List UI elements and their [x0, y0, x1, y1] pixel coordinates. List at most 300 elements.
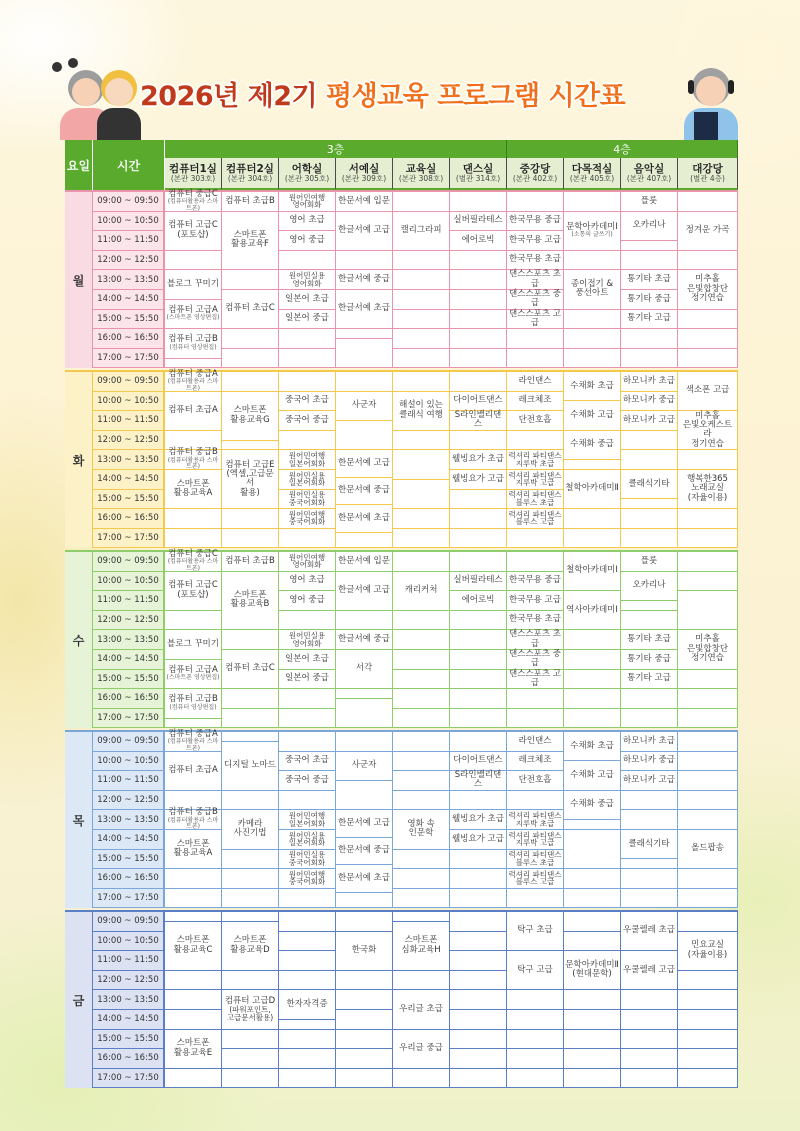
class-cell[interactable] [165, 189, 222, 212]
empty-cell [564, 460, 621, 470]
empty-cell [678, 1010, 738, 1030]
class-cell[interactable] [336, 505, 393, 532]
empty-cell [621, 1010, 678, 1030]
class-cell[interactable] [222, 192, 279, 212]
class-cell[interactable] [507, 810, 564, 830]
empty-cell [507, 529, 564, 549]
class-cell[interactable] [621, 552, 678, 572]
time-slot: 13:00 ~ 13:50 [93, 990, 165, 1010]
class-name: 원어민여행 [288, 509, 326, 519]
class-cell[interactable] [621, 192, 678, 212]
class-cell[interactable] [621, 830, 678, 859]
class-cell[interactable] [393, 810, 450, 849]
class-cell[interactable] [336, 650, 393, 689]
class-name: 정기연습 [691, 653, 724, 664]
empty-cell [678, 552, 738, 572]
class-cell[interactable] [165, 392, 222, 431]
class-cell[interactable] [507, 509, 564, 529]
class-cell[interactable] [621, 572, 678, 601]
empty-cell [564, 820, 621, 830]
class-name: 한글서예 초급 [338, 303, 390, 314]
room-name: 대강당 [692, 162, 723, 175]
empty-cell [393, 431, 450, 451]
class-name: 한문서예 초급 [338, 512, 390, 523]
class-name: 영어 중급 [289, 594, 325, 605]
empty-cell [336, 971, 393, 991]
class-cell[interactable] [564, 431, 621, 460]
class-cell[interactable] [678, 470, 738, 509]
class-name: 단전호흡 [518, 414, 552, 425]
class-cell[interactable] [507, 591, 564, 611]
empty-cell [564, 830, 621, 869]
class-name: 지루박 고급 [515, 838, 555, 848]
empty-cell [279, 1049, 336, 1069]
class-name: 클래식기타 [628, 838, 670, 849]
class-cell[interactable] [450, 591, 507, 611]
class-name: 컴퓨터 고급B [168, 334, 218, 345]
class-cell[interactable] [621, 290, 678, 310]
class-name: 활용교육A [173, 848, 213, 859]
class-cell[interactable] [279, 490, 336, 510]
empty-cell [279, 689, 336, 709]
time-slot: 15:00 ~ 15:50 [93, 490, 165, 510]
class-cell[interactable] [336, 450, 393, 477]
time-slot: 15:00 ~ 15:50 [93, 850, 165, 870]
class-cell[interactable] [621, 392, 678, 412]
class-name: 블루스 고급 [515, 877, 555, 887]
class-cell[interactable] [279, 509, 336, 529]
room-name: 교육실 [405, 162, 437, 175]
class-cell[interactable] [393, 1030, 450, 1069]
class-cell[interactable] [336, 392, 393, 421]
empty-cell [336, 339, 393, 368]
room-name: 서예실 [348, 162, 380, 175]
class-cell[interactable] [621, 270, 678, 290]
empty-cell [450, 552, 507, 572]
class-name: 올드팝송 [691, 843, 724, 854]
class-cell[interactable] [507, 611, 564, 631]
class-cell[interactable] [165, 329, 222, 358]
class-name: 컴퓨터 초급A [168, 405, 218, 416]
class-cell[interactable] [564, 951, 621, 990]
class-cell[interactable] [336, 838, 393, 865]
class-cell[interactable] [279, 810, 336, 830]
class-cell[interactable] [507, 290, 564, 310]
empty-cell [678, 912, 738, 932]
empty-cell [564, 1010, 621, 1030]
class-cell[interactable] [279, 310, 336, 330]
class-cell[interactable] [621, 411, 678, 431]
class-name: 스마트폰 [176, 478, 210, 489]
class-cell[interactable] [621, 771, 678, 791]
empty-cell [165, 971, 222, 991]
class-name: 하모니카 중급 [623, 395, 675, 406]
class-cell[interactable] [165, 689, 222, 718]
empty-cell [279, 791, 336, 811]
empty-cell [450, 1030, 507, 1050]
empty-cell [564, 1049, 621, 1069]
empty-cell [678, 791, 738, 811]
class-cell[interactable] [165, 830, 222, 869]
empty-cell [336, 329, 393, 339]
class-cell[interactable] [450, 470, 507, 490]
class-cell[interactable] [507, 470, 564, 490]
class-cell[interactable] [222, 922, 279, 971]
class-name: 한문서예 고급 [338, 457, 390, 468]
class-cell[interactable] [279, 869, 336, 889]
day-label: 목 [65, 732, 93, 908]
class-cell[interactable] [393, 922, 450, 971]
class-cell[interactable] [336, 478, 393, 505]
class-cell[interactable] [564, 591, 621, 630]
empty-cell [222, 509, 279, 529]
class-cell[interactable] [621, 310, 678, 330]
class-cell[interactable] [279, 231, 336, 251]
empty-cell [621, 509, 678, 529]
class-name: 럭셔리 파티댄스 [508, 451, 562, 461]
class-cell[interactable] [564, 470, 621, 509]
class-cell[interactable] [450, 830, 507, 850]
class-cell[interactable] [450, 572, 507, 592]
class-cell[interactable] [450, 450, 507, 470]
class-cell[interactable] [279, 192, 336, 212]
class-name: 한글서예 고급 [338, 225, 390, 236]
class-cell[interactable] [336, 752, 393, 781]
class-name: 중국어회화 [288, 517, 326, 527]
class-cell[interactable] [621, 372, 678, 392]
class-cell[interactable] [279, 392, 336, 412]
class-name: 영어회화 [292, 278, 322, 288]
class-cell[interactable] [507, 732, 564, 752]
class-cell[interactable] [393, 212, 450, 251]
class-name: 하모니카 고급 [623, 774, 675, 785]
empty-cell [621, 709, 678, 729]
empty-cell [222, 732, 279, 742]
class-name: 플룻 [640, 195, 658, 206]
class-name: 럭셔리 파티댄스 [508, 490, 562, 500]
class-cell[interactable] [165, 1030, 222, 1069]
class-cell[interactable] [336, 630, 393, 650]
class-cell[interactable] [336, 810, 393, 837]
class-cell[interactable] [564, 732, 621, 761]
class-cell[interactable] [222, 990, 279, 1029]
empty-cell [564, 349, 621, 369]
class-cell[interactable] [279, 771, 336, 791]
class-cell[interactable] [450, 771, 507, 791]
class-name: 활용교육D [230, 944, 270, 955]
class-name: 사군자 [351, 400, 377, 411]
class-cell[interactable] [564, 212, 621, 251]
class-name: 활용교육C [173, 944, 213, 955]
class-cell[interactable] [165, 922, 222, 971]
class-cell[interactable] [222, 810, 279, 849]
class-cell[interactable] [165, 300, 222, 329]
room-location: (본관 402호) [512, 173, 558, 183]
class-cell[interactable] [507, 231, 564, 251]
empty-cell [621, 611, 678, 631]
class-cell[interactable] [507, 850, 564, 870]
class-cell[interactable] [507, 752, 564, 772]
class-name: 한글서예 중급 [338, 634, 390, 645]
empty-cell [507, 329, 564, 349]
empty-cell [336, 912, 393, 932]
class-cell[interactable] [507, 869, 564, 889]
class-cell[interactable] [507, 830, 564, 850]
class-cell[interactable] [621, 650, 678, 670]
empty-cell [393, 689, 450, 709]
class-cell[interactable] [165, 270, 222, 299]
empty-cell [678, 1069, 738, 1089]
class-cell[interactable] [621, 912, 678, 951]
class-cell[interactable] [279, 752, 336, 772]
empty-cell [678, 329, 738, 349]
class-cell[interactable] [165, 752, 222, 791]
class-cell[interactable] [564, 372, 621, 401]
class-cell[interactable] [621, 951, 678, 990]
class-cell[interactable] [564, 270, 621, 309]
empty-cell [564, 1030, 621, 1050]
class-cell[interactable] [564, 761, 621, 790]
empty-cell [678, 732, 738, 752]
class-cell[interactable] [450, 810, 507, 830]
empty-cell [222, 349, 279, 369]
empty-cell [279, 372, 336, 392]
empty-cell [450, 270, 507, 290]
class-name: 역사아카데미Ⅰ [566, 604, 618, 615]
class-cell[interactable] [279, 572, 336, 592]
class-name: 수채화 초급 [570, 740, 614, 751]
empty-cell [450, 791, 507, 811]
class-cell[interactable] [165, 470, 222, 509]
empty-cell [279, 971, 336, 991]
class-cell[interactable] [222, 572, 279, 631]
class-cell[interactable] [507, 270, 564, 290]
class-cell[interactable] [393, 392, 450, 431]
class-cell[interactable] [336, 865, 393, 892]
class-cell[interactable] [336, 270, 393, 290]
empty-cell [507, 1030, 564, 1050]
class-name: 댄스스포츠 중급 [509, 288, 561, 309]
class-cell[interactable] [222, 742, 279, 791]
class-cell[interactable] [678, 270, 738, 309]
empty-cell [279, 431, 336, 451]
class-cell[interactable] [336, 192, 393, 212]
class-note: (컴퓨터활용과 스마트폰) [167, 456, 219, 471]
floor-header: 4층 [507, 140, 738, 158]
class-cell[interactable] [564, 552, 621, 591]
class-cell[interactable] [450, 212, 507, 232]
class-cell[interactable] [222, 650, 279, 689]
class-cell[interactable] [279, 670, 336, 690]
class-cell[interactable] [507, 630, 564, 650]
empty-cell [222, 709, 279, 729]
class-name: 한글서예 중급 [338, 274, 390, 285]
class-cell[interactable] [279, 411, 336, 431]
class-cell[interactable] [678, 630, 738, 669]
class-name: 단전호흡 [518, 774, 552, 785]
class-cell[interactable] [507, 372, 564, 392]
class-cell[interactable] [222, 450, 279, 509]
empty-cell [678, 251, 738, 271]
class-cell[interactable] [621, 630, 678, 650]
class-cell[interactable] [279, 850, 336, 870]
class-cell[interactable] [507, 771, 564, 791]
class-name: 스마트폰 [233, 590, 267, 601]
empty-cell [393, 611, 450, 631]
time-slot: 12:00 ~ 12:50 [93, 971, 165, 991]
class-cell[interactable] [507, 392, 564, 412]
class-cell[interactable] [507, 450, 564, 470]
time-slot: 17:00 ~ 17:50 [93, 889, 165, 909]
class-cell[interactable] [336, 552, 393, 572]
class-name: 일본어회화 [288, 818, 326, 828]
class-cell[interactable] [222, 392, 279, 441]
class-cell[interactable] [222, 290, 279, 329]
class-cell[interactable] [336, 212, 393, 251]
class-cell[interactable] [279, 990, 336, 1019]
class-cell[interactable] [165, 572, 222, 611]
class-name: 원어민실용 [288, 490, 326, 500]
class-cell[interactable] [279, 212, 336, 232]
class-name: 수채화 초급 [570, 380, 614, 391]
class-cell[interactable] [279, 470, 336, 490]
class-cell[interactable] [279, 270, 336, 290]
class-cell[interactable] [678, 411, 738, 450]
class-name: 컴퓨터 고급B [168, 694, 218, 705]
class-cell[interactable] [336, 290, 393, 329]
class-cell[interactable] [165, 447, 222, 471]
empty-cell [165, 359, 222, 369]
class-cell[interactable] [564, 791, 621, 820]
time-slot: 11:00 ~ 11:50 [93, 771, 165, 791]
class-cell[interactable] [279, 591, 336, 611]
empty-cell [393, 869, 450, 889]
class-cell[interactable] [279, 290, 336, 310]
class-cell[interactable] [279, 450, 336, 470]
class-cell[interactable] [507, 572, 564, 592]
class-cell[interactable] [450, 411, 507, 431]
class-note: (포토샵) [177, 229, 209, 240]
class-name: 활용) [240, 487, 260, 498]
day-block-1 [65, 370, 738, 546]
class-cell[interactable] [222, 212, 279, 271]
room-location: (본관 305호) [284, 173, 330, 183]
class-name: 에어로빅 [461, 594, 495, 605]
time-slot: 17:00 ~ 17:50 [93, 529, 165, 549]
class-cell[interactable] [621, 670, 678, 690]
class-cell[interactable] [393, 572, 450, 611]
class-name: (자율이용) [687, 492, 728, 503]
class-cell[interactable] [279, 830, 336, 850]
class-note: (스마트폰 영상편집) [166, 314, 220, 322]
class-name: 웰빙요가 초급 [452, 814, 504, 825]
class-cell[interactable] [564, 401, 621, 430]
class-name: 정기연습 [691, 438, 724, 449]
class-cell[interactable] [336, 932, 393, 971]
timetable-header [65, 140, 738, 190]
class-cell[interactable] [621, 732, 678, 752]
class-name: 영어회화 [292, 638, 322, 648]
class-cell[interactable] [450, 392, 507, 412]
class-name: 풍선아트 [575, 288, 609, 299]
class-cell[interactable] [450, 752, 507, 772]
class-cell[interactable] [393, 990, 450, 1029]
class-cell[interactable] [678, 212, 738, 251]
class-name: 댄스스포츠 중급 [509, 648, 561, 669]
empty-cell [393, 329, 450, 349]
class-cell[interactable] [507, 411, 564, 431]
empty-cell [336, 990, 393, 1010]
class-cell[interactable] [507, 670, 564, 690]
class-cell[interactable] [678, 372, 738, 411]
class-cell[interactable] [507, 212, 564, 232]
empty-cell [564, 709, 621, 729]
class-cell[interactable] [621, 212, 678, 241]
time-slot: 16:00 ~ 16:50 [93, 509, 165, 529]
empty-cell [165, 509, 222, 529]
class-name: 컴퓨터 중급B [168, 807, 218, 818]
empty-cell [450, 310, 507, 330]
class-cell[interactable] [507, 251, 564, 271]
class-cell[interactable] [279, 650, 336, 670]
class-cell[interactable] [165, 630, 222, 659]
class-name: 컴퓨터 고급C [168, 580, 218, 591]
class-cell[interactable] [507, 912, 564, 951]
class-cell[interactable] [507, 490, 564, 510]
class-name: 원어민여행 [288, 451, 326, 461]
class-cell[interactable] [279, 552, 336, 572]
class-cell[interactable] [621, 752, 678, 772]
class-name: 수채화 중급 [570, 799, 614, 810]
class-cell[interactable] [165, 729, 222, 752]
class-name: 중국어 중급 [285, 414, 329, 425]
class-cell[interactable] [678, 932, 738, 971]
class-cell[interactable] [450, 231, 507, 251]
class-cell[interactable] [507, 951, 564, 990]
class-cell[interactable] [165, 549, 222, 572]
class-cell[interactable] [507, 650, 564, 670]
empty-cell [393, 251, 450, 271]
class-cell[interactable] [336, 572, 393, 611]
empty-cell [678, 1030, 738, 1050]
empty-cell [621, 1069, 678, 1089]
empty-cell [279, 1069, 336, 1089]
class-cell[interactable] [165, 660, 222, 689]
class-cell[interactable] [165, 807, 222, 831]
class-cell[interactable] [165, 369, 222, 392]
class-name: (엑셀,고급문서 [226, 468, 274, 489]
class-cell[interactable] [678, 830, 738, 869]
empty-cell [564, 889, 621, 909]
class-name: 럭셔리 파티댄스 [508, 509, 562, 519]
empty-cell [450, 951, 507, 971]
class-cell[interactable] [621, 470, 678, 499]
class-name: 지루박 초급 [515, 458, 555, 468]
class-name: 우리글 중급 [399, 1043, 443, 1054]
class-cell[interactable] [507, 310, 564, 330]
empty-cell [393, 732, 450, 752]
class-cell[interactable] [279, 630, 336, 650]
class-name: 라인댄스 [518, 375, 552, 386]
empty-cell [507, 431, 564, 451]
class-name: 레크체조 [518, 395, 552, 406]
class-cell[interactable] [165, 212, 222, 251]
empty-cell [678, 1049, 738, 1069]
class-name: 중국어 중급 [285, 774, 329, 785]
class-cell[interactable] [222, 552, 279, 572]
room-location: (별관 4층) [690, 173, 725, 183]
class-name: 스마트폰 [233, 405, 267, 416]
